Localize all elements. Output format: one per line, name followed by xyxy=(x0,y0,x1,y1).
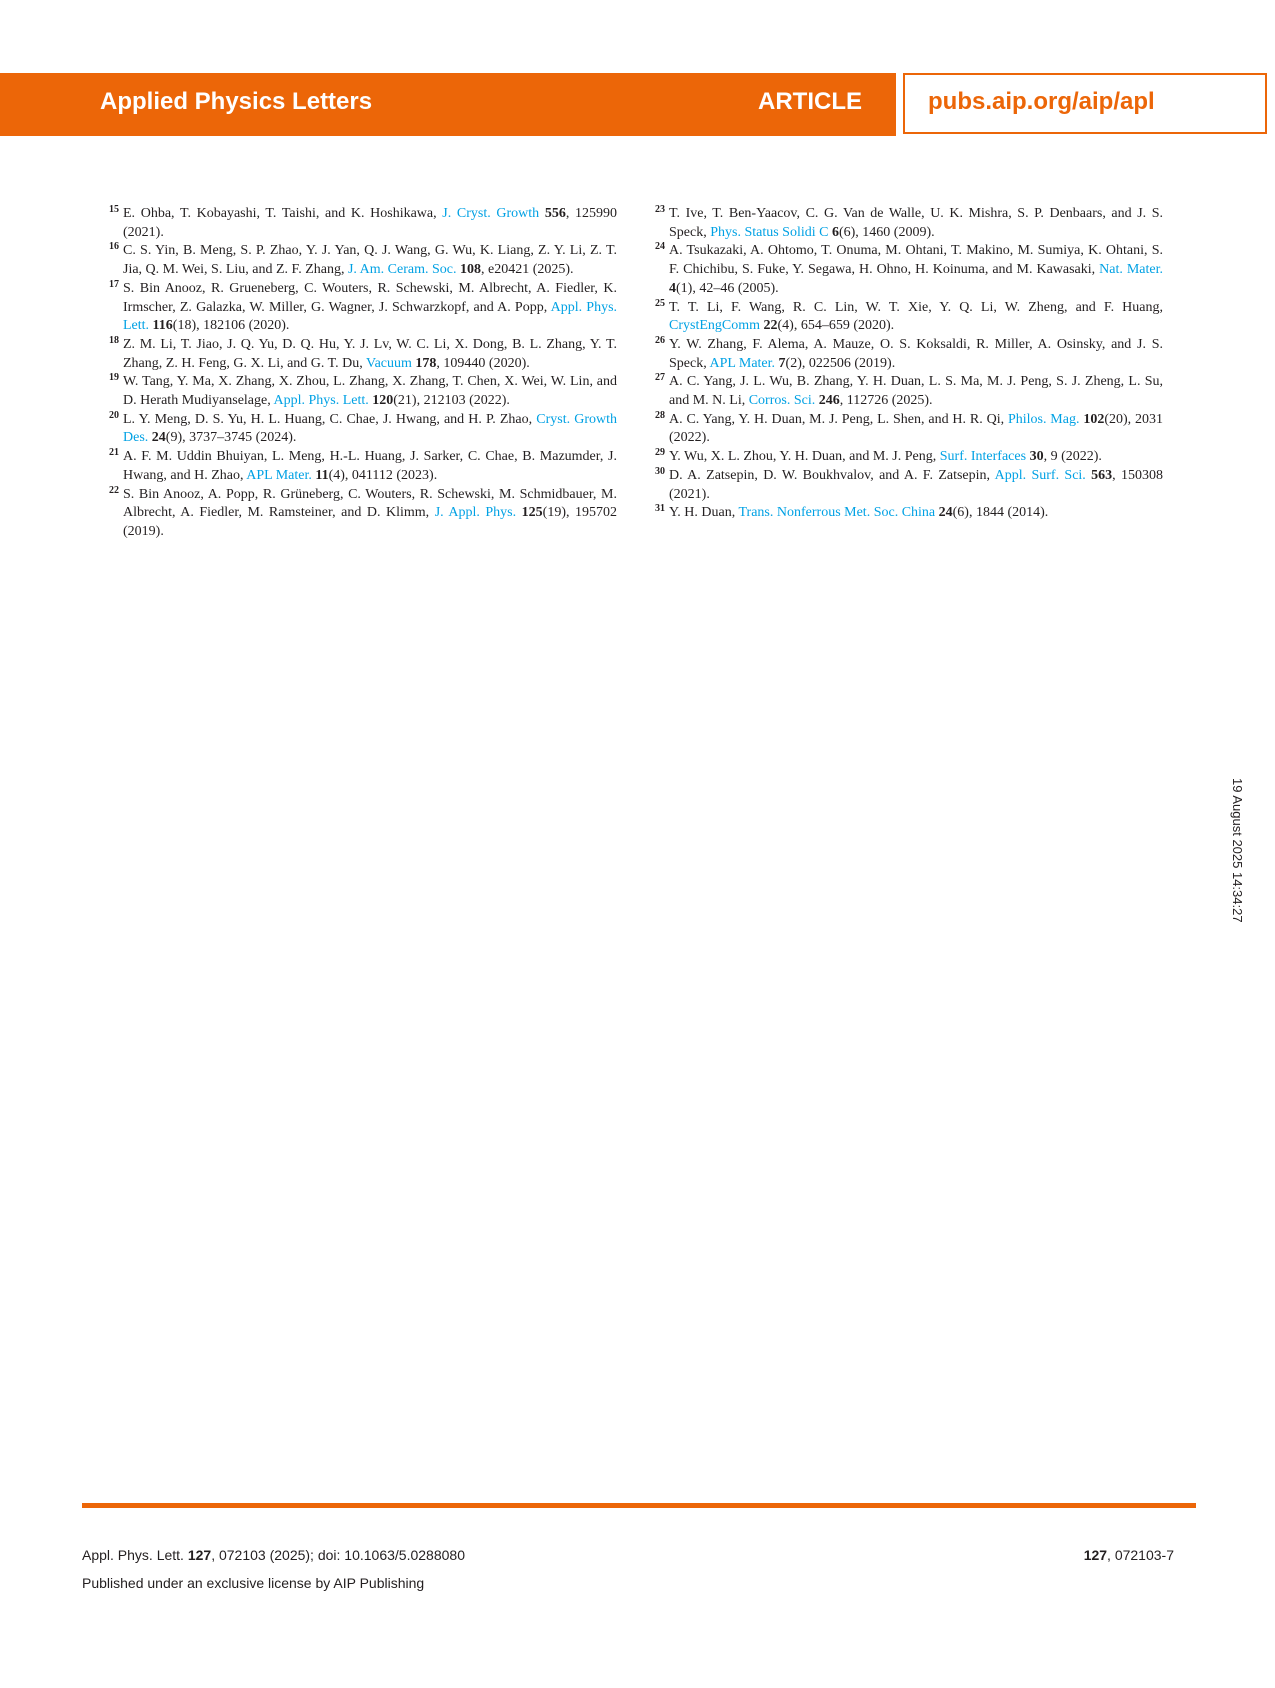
reference-volume: 22 xyxy=(763,318,778,334)
footer-citation-volume: 127 xyxy=(187,1547,212,1563)
reference-journal-link[interactable]: Phys. Status Solidi C xyxy=(710,224,829,240)
reference-volume: 178 xyxy=(415,355,437,371)
reference-number: 29 xyxy=(655,447,665,459)
reference-30 xyxy=(655,467,1163,504)
reference-authors: W. Tang, Y. Ma, X. Zhang, X. Zhou, L. Zhang, X. Zhang, T. Chen, X. Wei, W. Lin, and D. Herath Mudiyanselage, xyxy=(123,374,617,409)
reference-authors: E. Ohba, T. Kobayashi, T. Taishi, and K. Hoshikawa, xyxy=(123,206,443,221)
reference-21 xyxy=(109,448,617,485)
reference-pages-year: (1), 42–46 (2005). xyxy=(676,280,779,296)
reference-number: 15 xyxy=(109,204,119,215)
reference-journal-link[interactable]: APL Mater. xyxy=(246,467,312,483)
footer-citation-doi: , 072103 (2025); doi: 10.1063/5.0288080 xyxy=(211,1547,465,1563)
references-left-column xyxy=(109,205,617,542)
reference-26 xyxy=(655,336,1163,373)
references-right-column xyxy=(655,205,1163,523)
reference-journal-link[interactable]: Appl. Phys. Lett. xyxy=(273,393,369,409)
reference-22 xyxy=(109,486,617,542)
reference-18 xyxy=(109,336,617,373)
reference-volume: 120 xyxy=(372,393,394,409)
footer-citation xyxy=(82,1547,465,1563)
reference-pages-year: , 112726 (2025). xyxy=(839,393,933,409)
reference-authors: C. S. Yin, B. Meng, S. P. Zhao, Y. J. Yan, Q. J. Wang, G. Wu, K. Liang, Z. Y. Li, Z. T. Jia, Q. M. Wei, S. Liu, and Z. F. Zhang, xyxy=(123,243,617,278)
reference-volume: 7 xyxy=(778,355,786,371)
reference-volume: 6 xyxy=(831,224,839,240)
reference-volume: 102 xyxy=(1083,411,1105,427)
reference-24 xyxy=(655,242,1163,298)
reference-volume: 24 xyxy=(151,430,166,446)
reference-pages-year: (19), 195702 (2019). xyxy=(123,505,617,539)
reference-number: 22 xyxy=(109,484,119,496)
reference-17 xyxy=(109,280,617,336)
reference-pages-year: (9), 3737–3745 (2024). xyxy=(165,430,297,446)
footer-page-number xyxy=(1084,1547,1174,1563)
reference-authors: A. F. M. Uddin Bhuiyan, L. Meng, H.-L. Huang, J. Sarker, C. Chae, B. Mazumder, J. Hwang, and H. Zhao, xyxy=(123,449,617,483)
reference-volume: 556 xyxy=(544,206,566,221)
reference-journal-link[interactable]: Appl. Phys. Lett. xyxy=(123,299,618,334)
reference-16 xyxy=(109,242,617,279)
reference-authors: A. C. Yang, Y. H. Duan, M. J. Peng, L. Shen, and H. R. Qi, xyxy=(669,411,1008,427)
reference-number: 28 xyxy=(655,409,665,421)
reference-journal-link[interactable]: J. Appl. Phys. xyxy=(434,505,517,521)
reference-authors: Y. Wu, X. L. Zhou, Y. H. Duan, and M. J. Peng, xyxy=(669,449,940,465)
reference-journal-link[interactable]: Cryst. Growth Des. xyxy=(123,411,617,446)
reference-pages-year: (6), 1844 (2014). xyxy=(952,505,1049,521)
journal-title: Applied Physics Letters xyxy=(100,88,373,115)
reference-number: 23 xyxy=(655,204,665,215)
footer-citation-journal: Appl. Phys. Lett. xyxy=(82,1547,188,1563)
download-date-stamp: 19 August 2025 14:34:27 xyxy=(1230,778,1245,923)
reference-authors: S. Bin Anooz, R. Grueneberg, C. Wouters, R. Schewski, M. Albrecht, A. Fiedler, K. Irmscher, Z. Galazka, W. Miller, G. Wagner, J. Schwarzkopf, and A. Popp, xyxy=(123,280,617,315)
reference-number: 30 xyxy=(655,465,665,477)
footer-page-volume: 127 xyxy=(1083,1547,1108,1563)
reference-number: 18 xyxy=(109,334,119,346)
reference-31 xyxy=(655,504,1163,523)
reference-pages-year: (18), 182106 (2020). xyxy=(172,318,290,334)
reference-number: 17 xyxy=(109,278,119,290)
reference-authors: S. Bin Anooz, A. Popp, R. Grüneberg, C. Wouters, R. Schewski, M. Schmidbauer, M. Albrecht, A. Fiedler, M. Ramsteiner, and D. Klimm, xyxy=(123,486,617,521)
reference-pages-year: , 109440 (2020). xyxy=(436,355,530,371)
reference-volume: 11 xyxy=(315,467,329,483)
reference-pages-year: (2), 022506 (2019). xyxy=(785,355,896,371)
reference-journal-link[interactable]: Trans. Nonferrous Met. Soc. China xyxy=(738,505,936,521)
reference-number: 21 xyxy=(109,447,119,459)
reference-authors: A. C. Yang, J. L. Wu, B. Zhang, Y. H. Duan, L. S. Ma, M. J. Peng, S. J. Zheng, L. Su, and M. N. Li, xyxy=(669,374,1163,409)
reference-28 xyxy=(655,411,1163,448)
reference-number: 20 xyxy=(109,409,119,421)
reference-number: 31 xyxy=(655,503,665,515)
reference-journal-link[interactable]: CrystEngComm xyxy=(669,318,761,334)
reference-volume: 108 xyxy=(459,262,481,278)
reference-pages-year: , 150308 (2021). xyxy=(669,467,1164,502)
footer-license: Published under an exclusive license by AIP Publishing xyxy=(82,1575,425,1591)
reference-volume: 4 xyxy=(669,280,676,296)
reference-23 xyxy=(655,205,1163,242)
reference-journal-link[interactable]: Vacuum xyxy=(366,355,412,371)
reference-19 xyxy=(109,373,617,410)
reference-number: 19 xyxy=(109,372,119,384)
reference-pages-year: (20), 2031 (2022). xyxy=(669,411,1164,446)
reference-pages-year: , e20421 (2025). xyxy=(480,262,574,278)
reference-volume: 563 xyxy=(1091,467,1113,483)
reference-25 xyxy=(655,299,1163,336)
reference-journal-link[interactable]: Nat. Mater. xyxy=(1099,262,1164,278)
reference-15 xyxy=(109,205,617,242)
reference-journal-link[interactable]: J. Cryst. Growth xyxy=(442,206,540,221)
reference-27 xyxy=(655,373,1163,410)
reference-authors: Y. H. Duan, xyxy=(669,505,739,521)
reference-journal-link[interactable]: Philos. Mag. xyxy=(1007,411,1080,427)
reference-pages-year: (4), 041112 (2023). xyxy=(328,467,438,483)
reference-authors: Z. M. Li, T. Jiao, J. Q. Yu, D. Q. Hu, Y. J. Lv, W. C. Li, X. Dong, B. L. Zhang, Y. T. Zhang, Z. H. Feng, G. X. Li, and G. T. Du, xyxy=(123,336,617,371)
reference-number: 26 xyxy=(655,334,665,346)
article-type-label: ARTICLE xyxy=(758,88,862,115)
reference-number: 27 xyxy=(655,372,665,384)
reference-number: 25 xyxy=(655,297,665,309)
reference-29 xyxy=(655,448,1163,467)
reference-pages-year: (21), 212103 (2022). xyxy=(393,393,510,409)
reference-pages-year: , 125990 (2021). xyxy=(123,206,618,240)
reference-number: 16 xyxy=(109,241,119,253)
reference-volume: 125 xyxy=(521,505,543,521)
reference-volume: 246 xyxy=(818,393,840,409)
footer-rule xyxy=(82,1503,1196,1508)
reference-authors: L. Y. Meng, D. S. Yu, H. L. Huang, C. Chae, J. Hwang, and H. P. Zhao, xyxy=(123,411,537,427)
reference-journal-link[interactable]: Appl. Surf. Sci. xyxy=(994,467,1086,483)
reference-journal-link[interactable]: Surf. Interfaces xyxy=(939,449,1027,465)
reference-journal-link[interactable]: J. Am. Ceram. Soc. xyxy=(347,262,457,278)
reference-journal-link[interactable]: Corros. Sci. xyxy=(748,393,816,409)
reference-authors: D. A. Zatsepin, D. W. Boukhvalov, and A. F. Zatsepin, xyxy=(669,467,995,483)
reference-authors: Y. W. Zhang, F. Alema, A. Mauze, O. S. Koksaldi, R. Miller, A. Osinsky, and J. S. Speck, xyxy=(669,336,1163,371)
reference-authors: T. Ive, T. Ben-Yaacov, C. G. Van de Walle, U. K. Mishra, S. P. Denbaars, and J. S. Speck, xyxy=(669,206,1163,240)
reference-volume: 116 xyxy=(152,318,173,334)
reference-number: 24 xyxy=(655,241,665,253)
reference-volume: 30 xyxy=(1029,449,1044,465)
reference-pages-year: , 9 (2022). xyxy=(1043,449,1102,465)
reference-authors: T. T. Li, F. Wang, R. C. Lin, W. T. Xie, Y. Q. Li, W. Zheng, and F. Huang, xyxy=(669,299,1163,315)
reference-pages-year: (4), 654–659 (2020). xyxy=(777,318,895,334)
reference-20 xyxy=(109,411,617,448)
reference-volume: 24 xyxy=(938,505,953,521)
journal-url-link[interactable]: pubs.aip.org/aip/apl xyxy=(928,88,1155,115)
footer-page-id: , 072103-7 xyxy=(1107,1547,1174,1563)
reference-pages-year: (6), 1460 (2009). xyxy=(838,224,935,240)
reference-journal-link[interactable]: APL Mater. xyxy=(709,355,776,371)
reference-authors: A. Tsukazaki, A. Ohtomo, T. Onuma, M. Ohtani, T. Makino, M. Sumiya, K. Ohtani, S. F. Chichibu, S. Fuke, Y. Segawa, H. Ohno, H. Koinuma, and M. Kawasaki, xyxy=(669,243,1163,278)
